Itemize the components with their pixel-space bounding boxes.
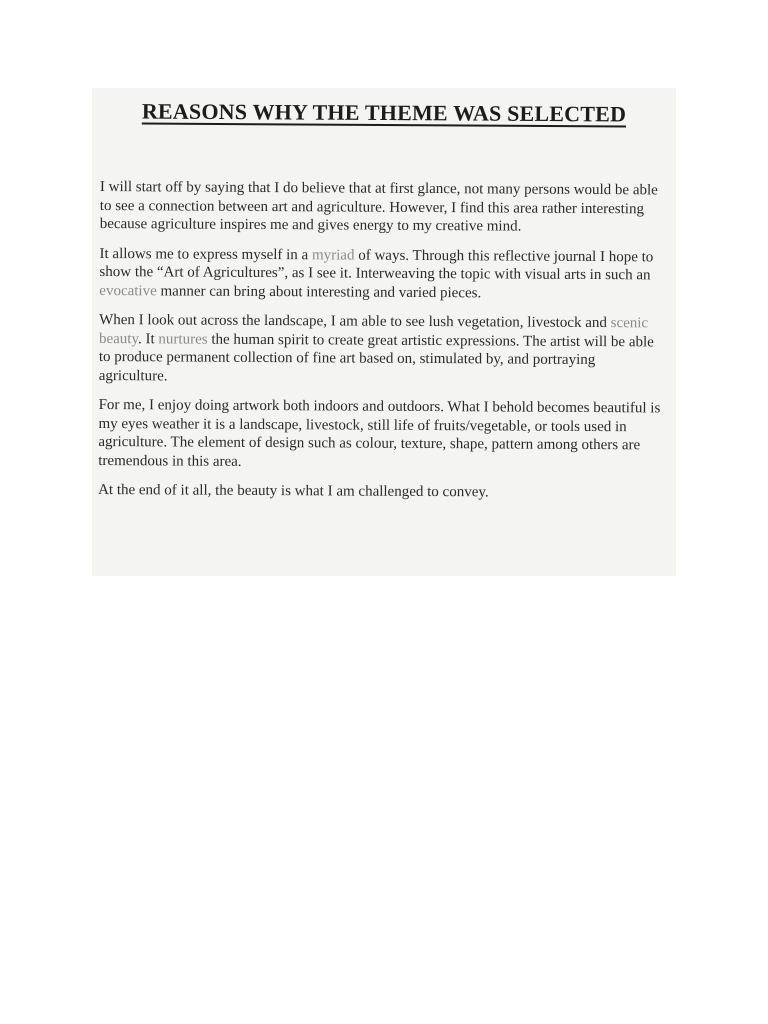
paragraph-1: [100, 178, 662, 237]
paragraph-2: [99, 244, 661, 303]
paragraph-3-faded-word-nurtures: nurtures: [158, 330, 208, 348]
paragraph-3: [99, 311, 661, 388]
paragraph-1-text: I will start off by saying that I do believe that at first glance, not many persons would be able to see a connection between art and agriculture. However, I find this area rather interesting because agriculture inspires me and gives energy to my creative mind.: [99, 178, 658, 235]
paragraph-2-faded-word-myriad: myriad: [311, 246, 355, 264]
paragraph-5: [98, 481, 660, 503]
paragraph-4: [98, 396, 660, 473]
paragraph-5-text: At the end of it all, the beauty is what I am challenged to convey.: [98, 481, 489, 501]
paragraph-2-text-c: manner can bring about interesting and varied pieces.: [156, 282, 482, 301]
paragraph-2-faded-word-evocative: evocative: [99, 282, 157, 299]
paragraph-3-text-a: When I look out across the landscape, I am able to see lush vegetation, livestock and: [99, 311, 611, 332]
paragraph-2-text-b: of ways. Through this reflective journal I hope to show the “Art of Agricultures”, as I see it. Interweaving the topic with visual arts in such an: [99, 247, 654, 284]
document-body: [98, 178, 662, 514]
paragraph-3-text-c: the human spirit to create great artistic expressions. The artist will be able to produce permanent collection of fine art based on, stimulated by, and portraying agriculture.: [98, 331, 654, 384]
paragraph-4-text: For me, I enjoy doing artwork both indoors and outdoors. What I behold becomes beautiful is my eyes weather it is a landscape, livestock, still life of fruits/vegetable, or tools used in agriculture. The element of design such as colour, texture, shape, pattern among others are tremendous in this area.: [98, 396, 661, 470]
paragraph-2-text-a: It allows me to express myself in a: [99, 245, 313, 263]
document-title: [92, 98, 676, 128]
paragraph-3-text-b: . It: [137, 330, 159, 347]
paragraph-3-faded-words-scenic-beauty: scenic beauty: [98, 315, 649, 347]
document-title-text: REASONS WHY THE THEME WAS SELECTED: [141, 98, 627, 127]
